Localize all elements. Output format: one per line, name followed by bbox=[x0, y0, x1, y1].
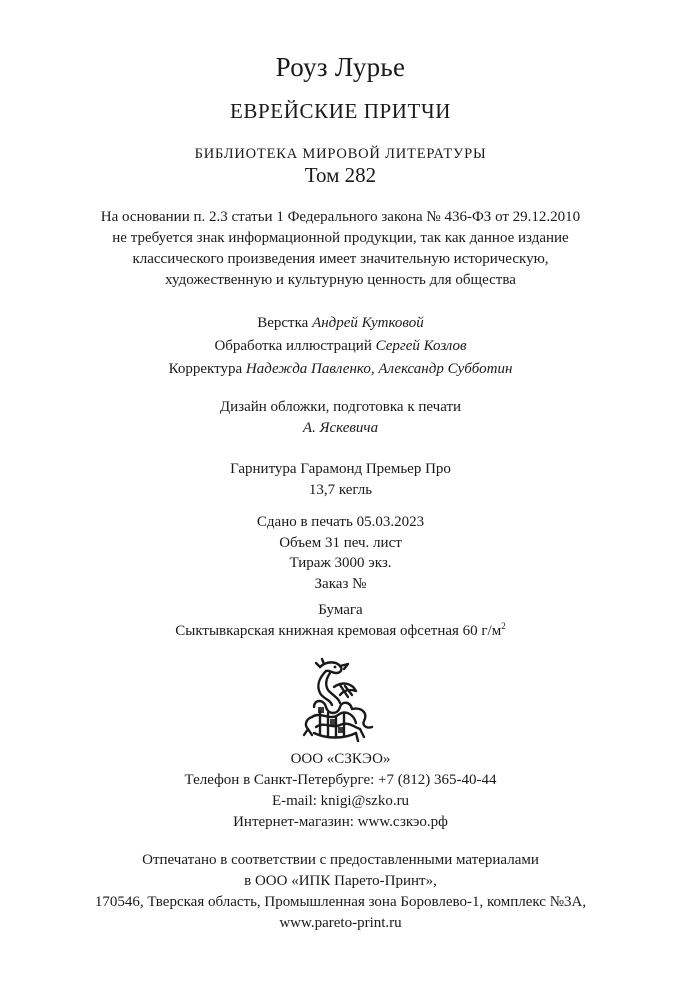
printer-line: 170546, Тверская область, Промышленная зона Боровлево-1, комплекс №3А, bbox=[94, 894, 587, 910]
book-title: ЕВРЕЙСКИЕ ПРИТЧИ bbox=[229, 99, 451, 123]
paper-block bbox=[0, 600, 681, 642]
printer-block bbox=[0, 850, 681, 934]
legal-notice-line: не требуется знак информационной продукции, так как данное издание bbox=[112, 230, 569, 246]
credit-person: Сергей Козлов bbox=[375, 338, 467, 354]
printer-line: www.pareto-print.ru bbox=[279, 915, 402, 931]
design-person: А. Яскевича bbox=[302, 420, 379, 436]
typeface-size: 13,7 кегль bbox=[308, 482, 373, 498]
design-role: Дизайн обложки, подготовка к печати bbox=[219, 399, 462, 415]
publisher-phone: Телефон в Санкт-Петербурге: +7 (812) 365-40-44 bbox=[184, 772, 497, 788]
credit-line-layout bbox=[0, 312, 681, 335]
typeface-block bbox=[0, 459, 681, 501]
credit-person: Надежда Павленко, Александр Субботин bbox=[245, 361, 513, 377]
credit-person: Андрей Кутковой bbox=[312, 315, 424, 331]
publisher-block bbox=[0, 749, 681, 833]
credit-line-proofreading bbox=[0, 358, 681, 381]
credit-role: Верстка bbox=[257, 315, 309, 331]
paper-unit-superscript: 2 bbox=[501, 621, 506, 631]
credit-role: Обработка иллюстраций bbox=[214, 338, 372, 354]
paper-description bbox=[0, 621, 681, 642]
cover-design-block bbox=[0, 397, 681, 439]
credit-role: Корректура bbox=[168, 361, 243, 377]
print-info-block bbox=[0, 512, 681, 594]
legal-notice-line: На основании п. 2.3 статьи 1 Федерального закона № 436-ФЗ от 29.12.2010 bbox=[100, 209, 581, 225]
volume-number: Том 282 bbox=[304, 163, 377, 187]
legal-notice-line: художественную и культурную ценность для общества bbox=[165, 272, 516, 288]
typeface-name: Гарнитура Гарамонд Премьер Про bbox=[230, 461, 451, 477]
series-name: БИБЛИОТЕКА МИРОВОЙ ЛИТЕРАТУРЫ bbox=[194, 146, 487, 162]
printer-line: Отпечатано в соответствии с предоставленными материалами bbox=[142, 852, 539, 868]
dragon-emblem-icon bbox=[290, 655, 380, 745]
print-info-line: Тираж 3000 экз. bbox=[289, 555, 392, 571]
paper-description-text: Сыктывкарская книжная кремовая офсетная 60 г/м bbox=[175, 623, 502, 639]
printer-line: в ООО «ИПК Парето-Принт», bbox=[244, 873, 437, 889]
print-info-line: Объем 31 печ. лист bbox=[279, 534, 402, 551]
credit-line-illustrations bbox=[0, 335, 681, 358]
publisher-shop: Интернет-магазин: www.сзкэо.рф bbox=[233, 814, 448, 830]
credits-block bbox=[0, 312, 681, 381]
legal-notice bbox=[0, 207, 681, 291]
author-name: Роуз Лурье bbox=[275, 52, 406, 82]
publisher-email: E-mail: knigi@szko.ru bbox=[271, 793, 410, 809]
print-info-line: Сдано в печать 05.03.2023 bbox=[256, 514, 425, 530]
print-info-line: Заказ № bbox=[314, 575, 367, 592]
legal-notice-line: классического произведения имеет значительную историческую, bbox=[132, 251, 549, 267]
publisher-name: ООО «СЗКЭО» bbox=[290, 751, 391, 767]
paper-label: Бумага bbox=[318, 602, 363, 618]
